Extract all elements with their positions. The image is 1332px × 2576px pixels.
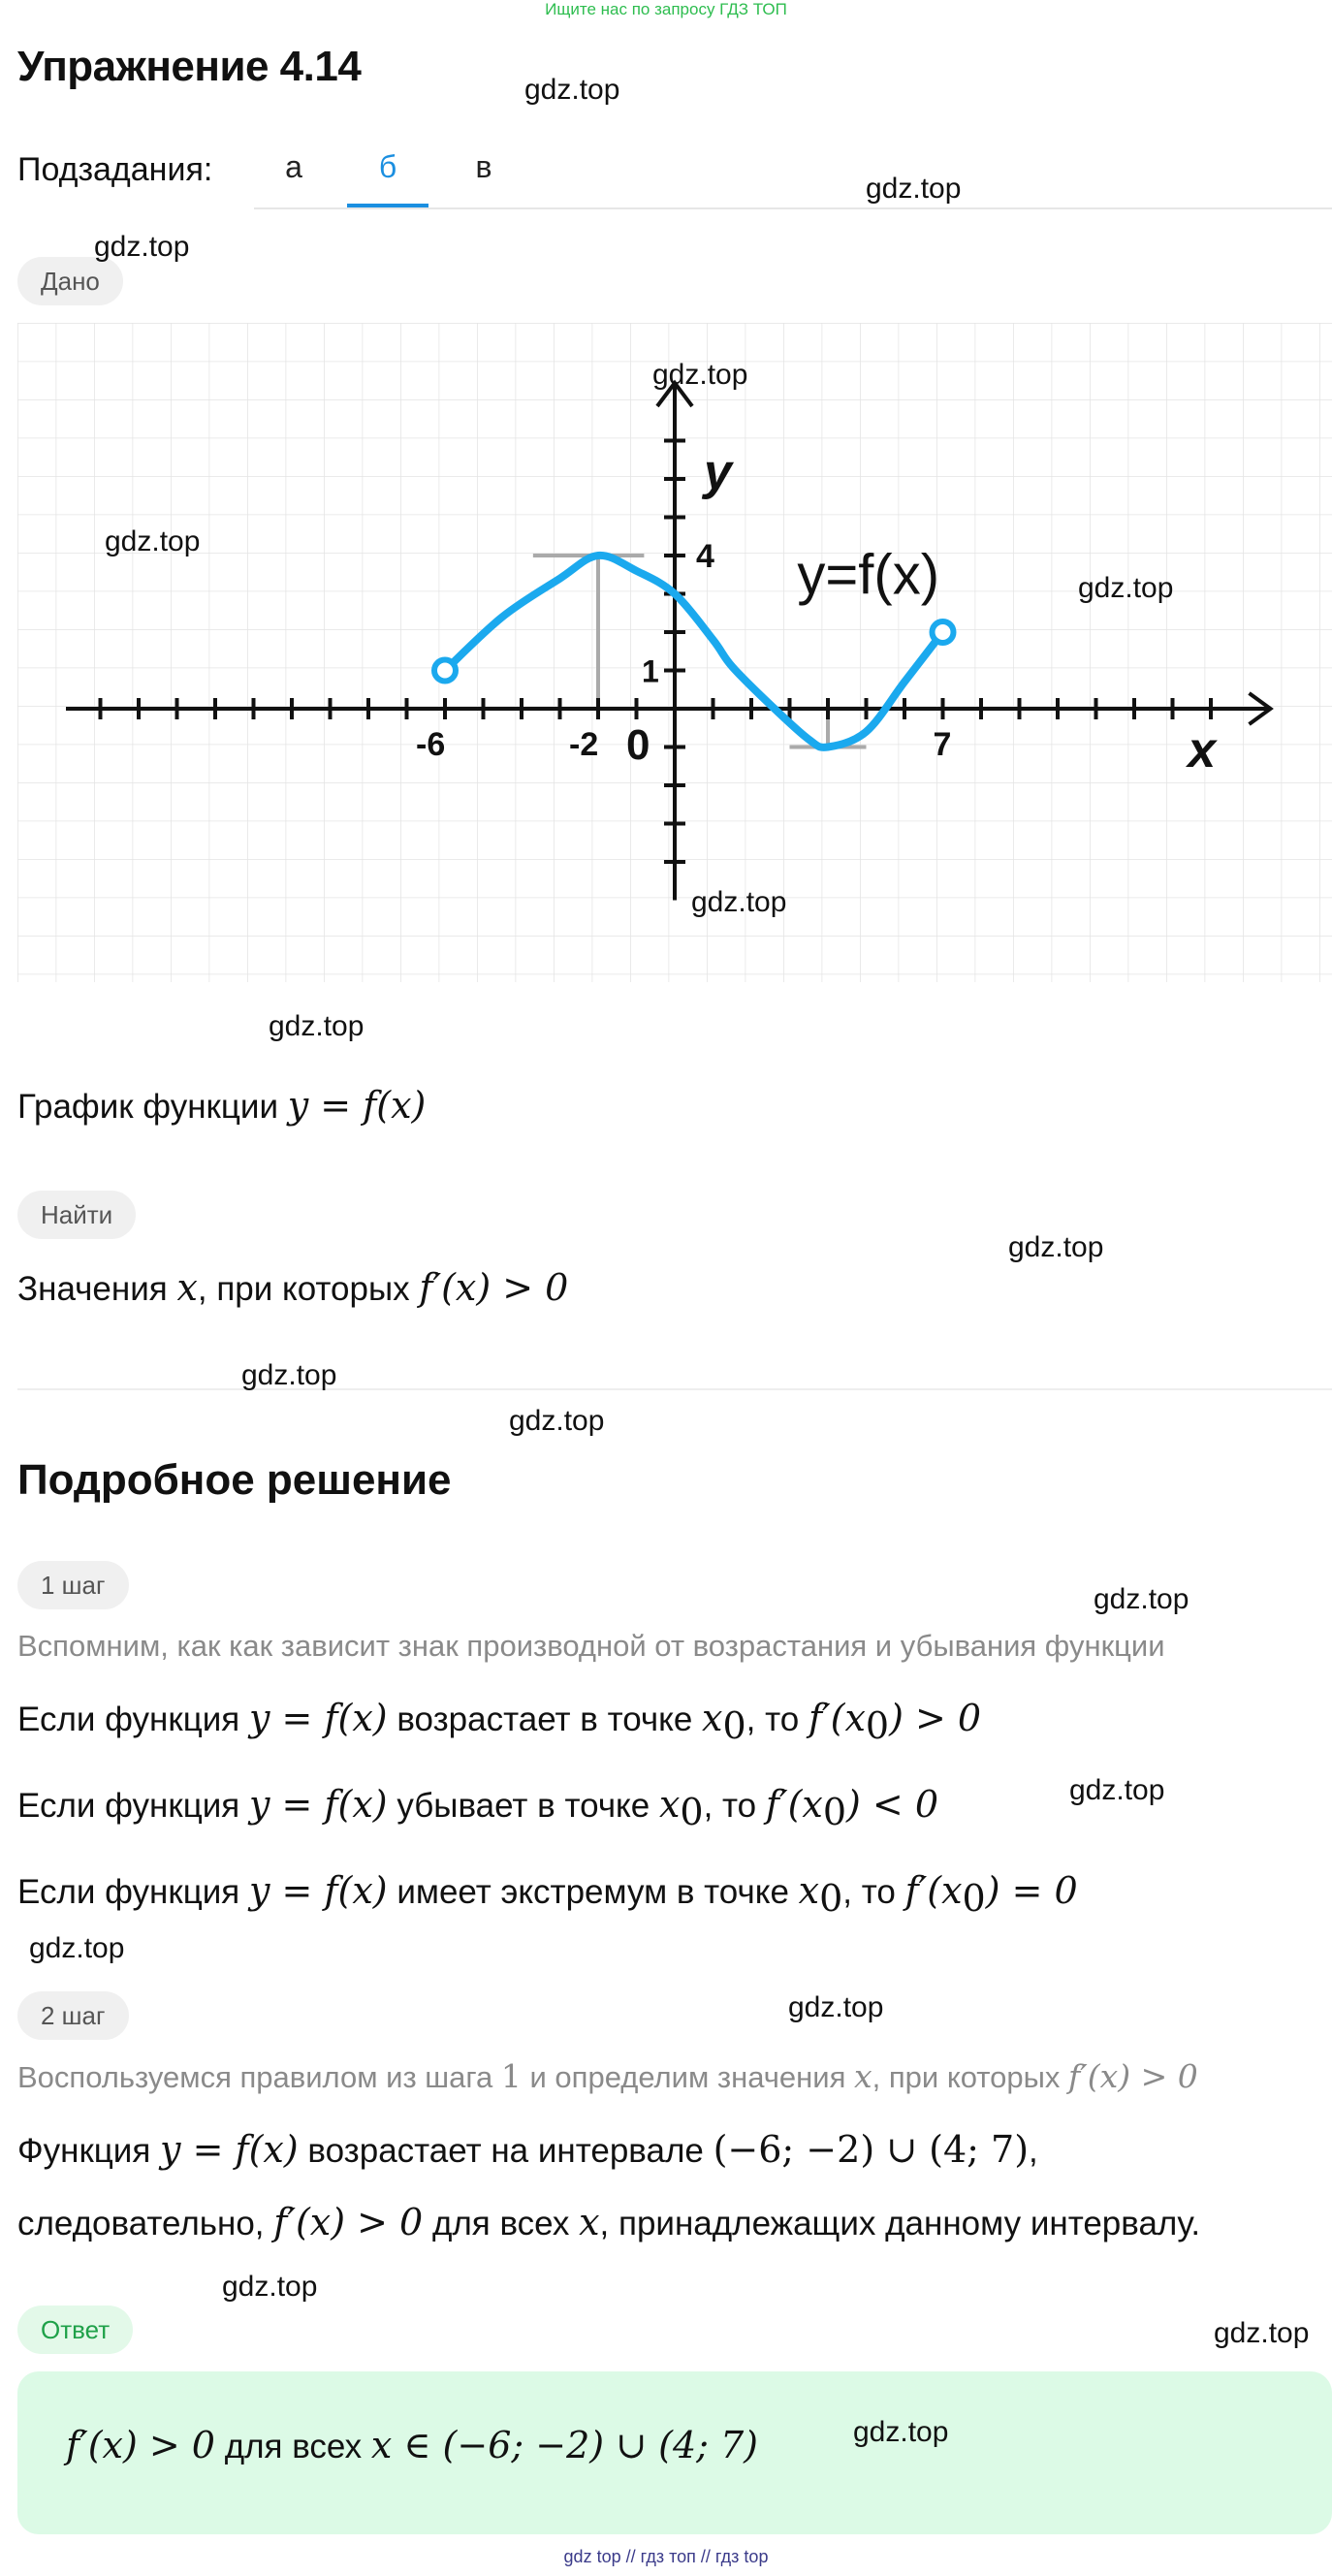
step2-badge: 2 шаг [17, 1991, 129, 2040]
given-label: График функции [17, 1088, 278, 1126]
line-formula: ) = 0 [985, 1869, 1078, 1912]
watermark: gdz.top [1078, 572, 1174, 604]
line-formula: y = f(x) [248, 1697, 388, 1739]
hint-text: , при которых [872, 2060, 1061, 2094]
line-text: возрастает в точке [396, 1701, 693, 1738]
watermark: gdz.top [1094, 1583, 1189, 1615]
x-tick-label: -6 [416, 726, 446, 763]
line-text: убывает в точке [396, 1787, 650, 1825]
solution-heading: Подробное решение [17, 1456, 452, 1504]
active-tab-indicator [347, 204, 428, 207]
line-text: Если функция [17, 1873, 240, 1911]
tab-a[interactable]: а [285, 149, 302, 184]
find-var: x [176, 1266, 198, 1309]
step1-badge: 1 шаг [17, 1561, 129, 1609]
line-text: Если функция [17, 1701, 240, 1738]
x-tick-label: 7 [933, 726, 952, 763]
answer-set: x ∈ (−6; −2) ∪ (4; 7) [370, 2424, 759, 2466]
line-text: , принадлежащих данному интервалу. [599, 2205, 1201, 2242]
line-sub: 0 [962, 1877, 986, 1920]
tab-b[interactable]: б [378, 149, 397, 184]
hint-text: Воспользуемся правилом из шага [17, 2060, 493, 2094]
line-text: для всех [431, 2205, 570, 2242]
answer-badge: Ответ [17, 2306, 133, 2354]
section-divider [17, 1388, 1332, 1390]
line-text: , [1029, 2132, 1038, 2170]
watermark: gdz.top [241, 1359, 337, 1391]
y-tick-label: 4 [696, 538, 714, 575]
page-title: Упражнение 4.14 [17, 43, 362, 90]
line-formula: y = f(x) [248, 1869, 388, 1912]
step1-line-1 [17, 1697, 981, 1747]
step2-line-1 [17, 2128, 1038, 2171]
find-text [17, 1266, 568, 1309]
y-axis-label: y [704, 444, 732, 500]
x-tick-label: -2 [569, 726, 599, 763]
watermark: gdz.top [29, 1932, 125, 1964]
hint-number: 1 [500, 2057, 522, 2095]
answer-text [66, 2424, 758, 2466]
line-text: имеет экстремум в точке [396, 1873, 789, 1911]
right-endpoint [933, 621, 954, 643]
function-graph [17, 323, 1332, 982]
find-label: Значения [17, 1270, 168, 1308]
line-sub: 0 [822, 1791, 847, 1833]
line-formula: f′(x) > 0 [273, 2201, 424, 2243]
watermark: gdz.top [866, 173, 962, 205]
line-formula: ) > 0 [889, 1697, 982, 1739]
watermark: gdz.top [1214, 2317, 1310, 2349]
watermark: gdz.top [652, 359, 748, 391]
step2-hint [17, 2057, 1198, 2095]
hint-text: и определим значения [529, 2060, 846, 2094]
answer-label: для всех [224, 2428, 363, 2465]
line-text: , то [842, 1873, 896, 1911]
given-formula: y = f(x) [287, 1084, 427, 1127]
answer-formula: f′(x) > 0 [66, 2424, 215, 2466]
find-formula: f′(x) > 0 [419, 1266, 569, 1309]
line-formula: y = f(x) [248, 1783, 388, 1826]
watermark: gdz.top [269, 1010, 365, 1042]
hint-formula: f′(x) > 0 [1068, 2057, 1198, 2095]
line-var: x [798, 1869, 820, 1912]
line-formula: f′(x [765, 1783, 823, 1826]
line-formula: f′(x [904, 1869, 963, 1912]
watermark: gdz.top [94, 231, 190, 263]
line-formula: y = f(x) [160, 2128, 299, 2171]
line-text: Если функция [17, 1787, 240, 1825]
tab-v[interactable]: в [475, 149, 492, 184]
x-axis-label: x [1188, 722, 1217, 779]
line-text: следовательно, [17, 2205, 265, 2242]
tabs-divider [254, 207, 1332, 209]
find-label-2: , при которых [197, 1270, 410, 1308]
line-sub: 0 [819, 1877, 843, 1920]
given-text [17, 1084, 426, 1127]
line-sub: 0 [680, 1791, 704, 1833]
line-text: возрастает на интервале [307, 2132, 704, 2170]
origin-label: 0 [626, 721, 650, 769]
step1-hint: Вспомним, как как зависит знак производной от возрастания и убывания функции [17, 1629, 1165, 1663]
hint-var: x [854, 2057, 872, 2095]
watermark: gdz.top [788, 1991, 884, 2023]
line-text: , то [745, 1701, 800, 1738]
watermark: gdz.top [1008, 1231, 1104, 1263]
subtasks-label: Подзадания: [17, 151, 213, 188]
watermark: gdz.top [1069, 1774, 1165, 1806]
line-formula: ) < 0 [846, 1783, 939, 1826]
step1-line-2 [17, 1783, 938, 1833]
line-text: Функция [17, 2132, 151, 2170]
line-var: x [702, 1697, 723, 1739]
top-banner: Ищите нас по запросу ГДЗ ТОП [545, 0, 787, 18]
curve-label: y=f(x) [797, 543, 940, 607]
line-text: , то [703, 1787, 757, 1825]
find-badge: Найти [17, 1191, 136, 1239]
step2-line-2 [17, 2201, 1200, 2243]
step1-line-3 [17, 1869, 1078, 1920]
watermark: gdz.top [222, 2271, 318, 2303]
line-sub: 0 [865, 1704, 890, 1747]
watermark: gdz.top [853, 2416, 949, 2448]
line-formula: f′(x [808, 1697, 866, 1739]
watermark: gdz.top [524, 74, 620, 106]
interval-formula: (−6; −2) ∪ (4; 7) [713, 2128, 1030, 2171]
y-tick-label: 1 [642, 653, 659, 689]
given-badge: Дано [17, 257, 123, 305]
watermark: gdz.top [691, 886, 787, 918]
watermark: gdz.top [509, 1405, 605, 1437]
footer: gdz top // гдз топ // гдз top [563, 2547, 769, 2566]
watermark: gdz.top [105, 525, 201, 557]
line-var: x [579, 2201, 600, 2243]
line-sub: 0 [722, 1704, 746, 1747]
line-var: x [658, 1783, 681, 1826]
left-endpoint [434, 660, 456, 682]
